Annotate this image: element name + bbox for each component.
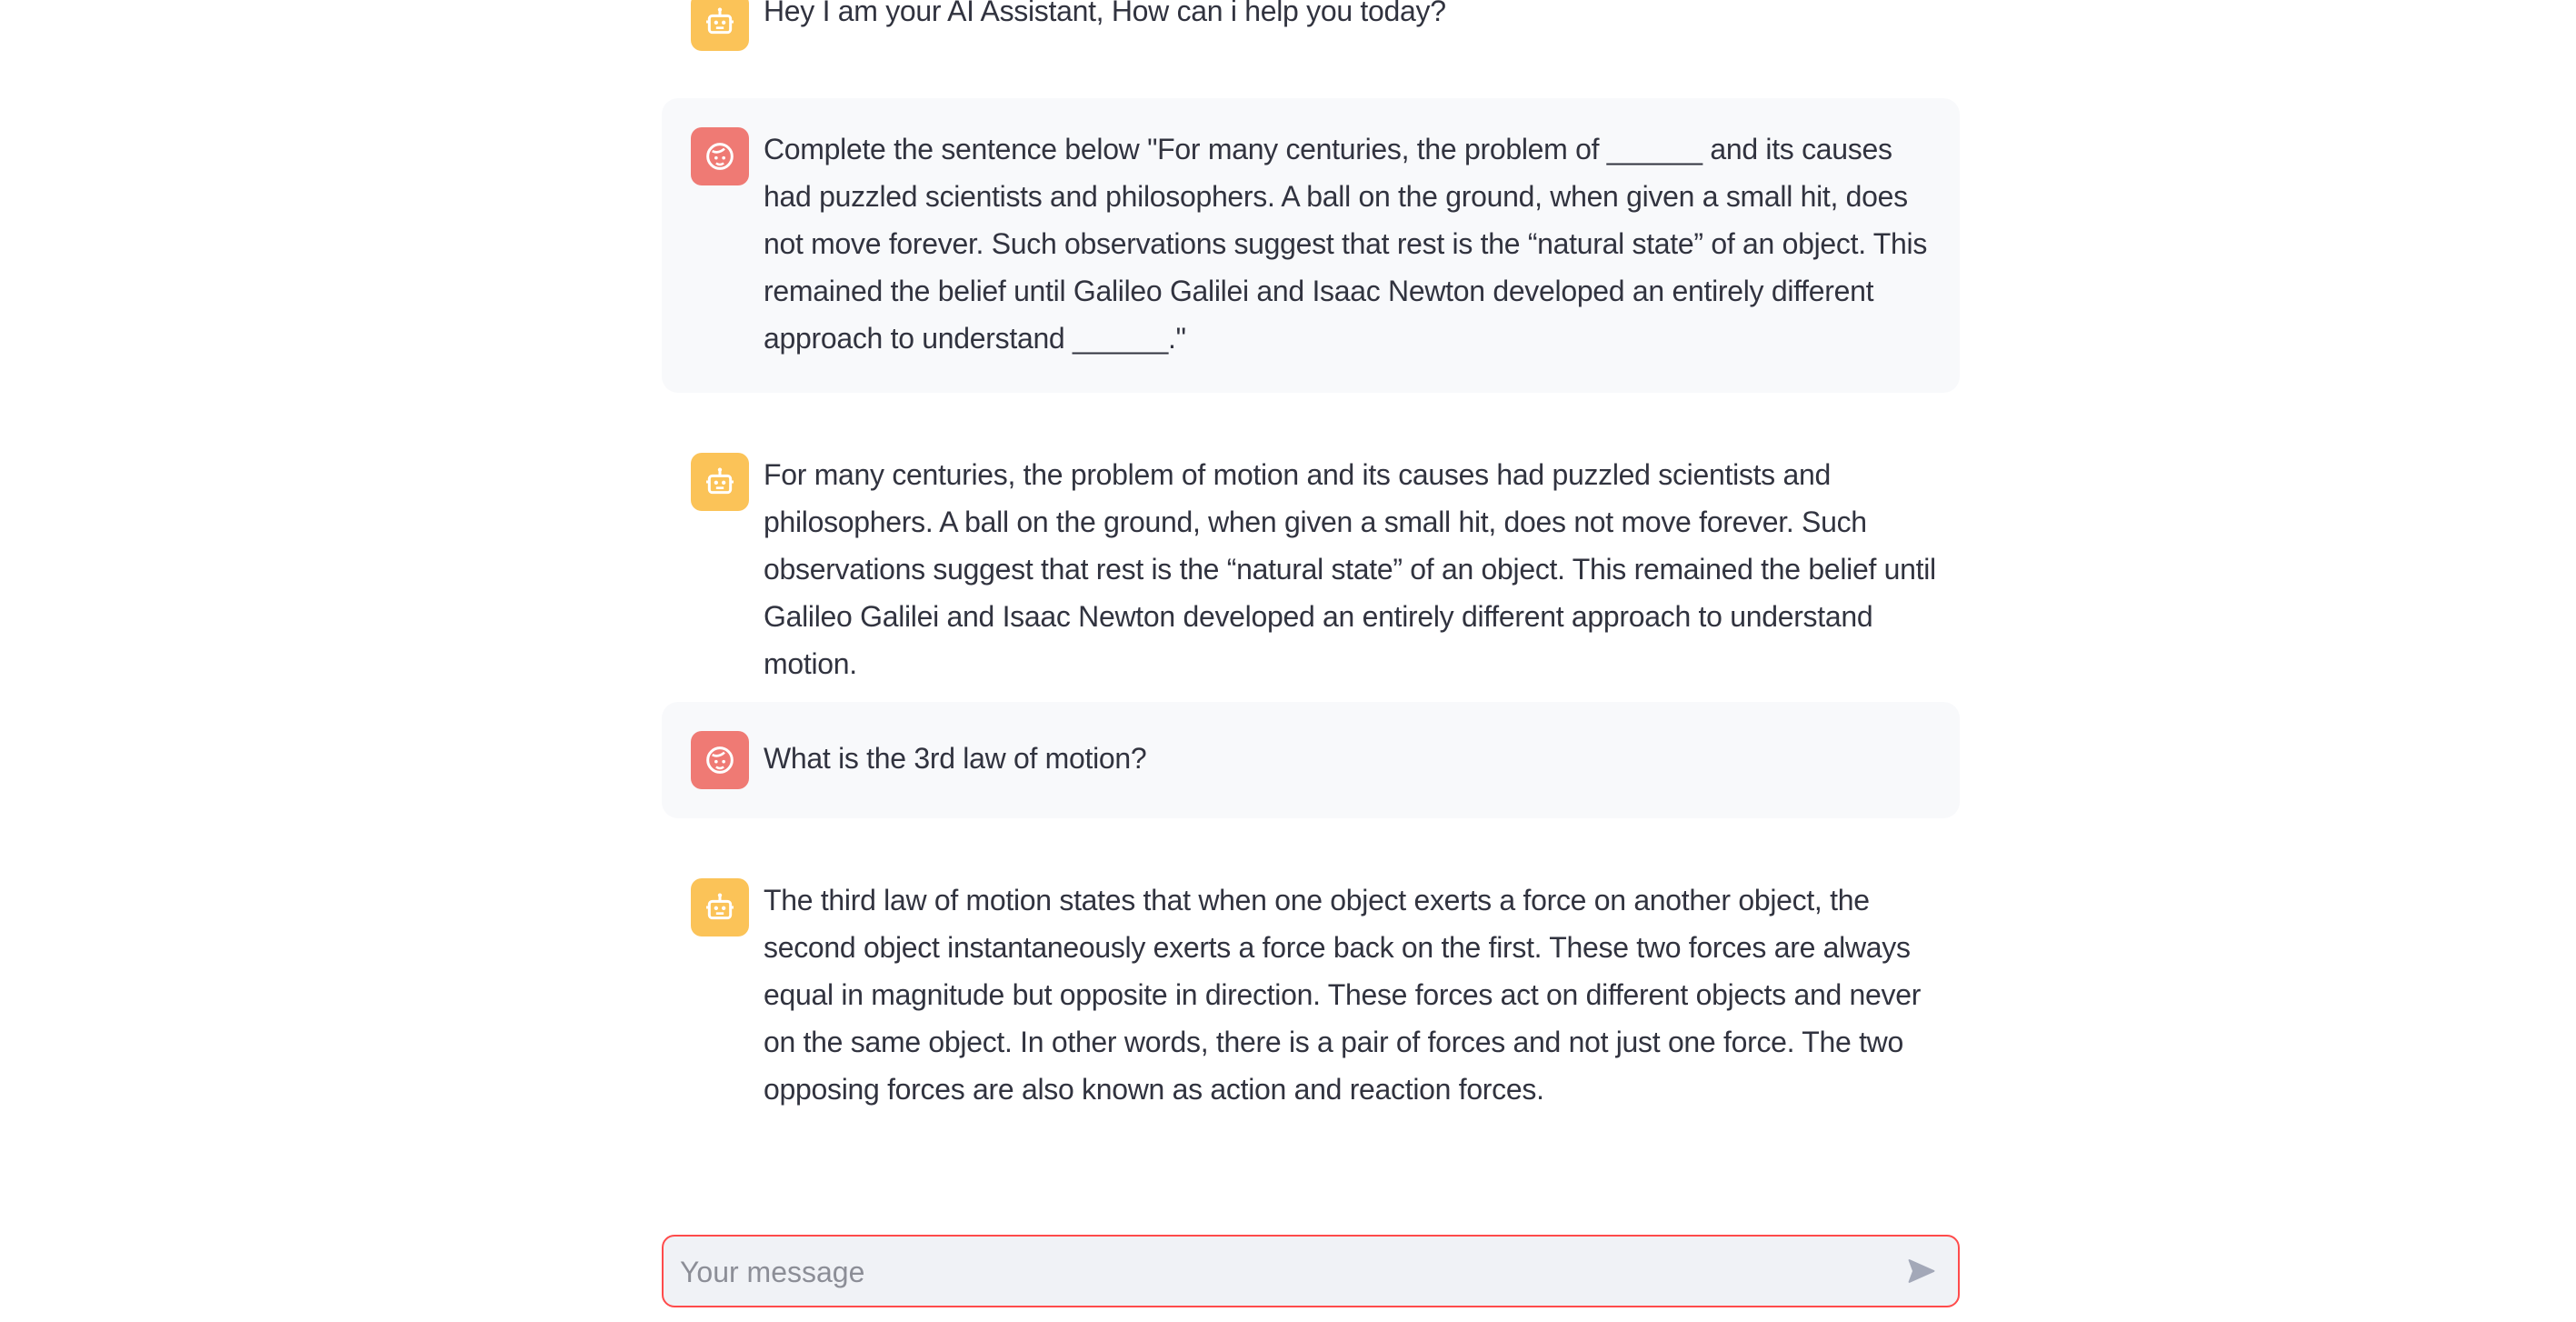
send-icon bbox=[1903, 1255, 1940, 1287]
robot-icon bbox=[691, 453, 749, 511]
robot-icon bbox=[691, 878, 749, 936]
chat-input-container bbox=[662, 1235, 1960, 1307]
message-input[interactable] bbox=[678, 1237, 1882, 1307]
chat-message-user bbox=[662, 702, 1960, 818]
message-text: The third law of motion states that when one object exerts a force on another object, the second object instantaneously exerts a force back on the first. These two forces are always equal in magnitude but opposite in direction. These forces act on different objects and never on the same object. In other words, there is a pair of forces and not just one force. The two opposing forces are also known as action and reaction forces. bbox=[764, 884, 1922, 1106]
message-text: What is the 3rd law of motion? bbox=[764, 742, 1147, 775]
chat-message-assistant bbox=[662, 0, 1960, 65]
message-text: For many centuries, the problem of motion and its causes had puzzled scientists and philosophers. A ball on the ground, when given a small hit, does not move forever. Such observations suggest that rest is the “natural state” of an object. This remained the belief until Galileo Galilei and Isaac Newton developed an entirely different approach to understand motion. bbox=[764, 458, 1936, 680]
face-icon bbox=[691, 127, 749, 185]
face-icon bbox=[691, 731, 749, 789]
chat-message-assistant bbox=[662, 849, 1960, 1122]
chat-message-user bbox=[662, 98, 1960, 393]
send-button[interactable] bbox=[1902, 1253, 1942, 1289]
message-text: Complete the sentence below "For many centuries, the problem of ______ and its causes had puzzled scientists and philosophers. A ball on the ground, when given a small hit, does not move forever. Such observations suggest that rest is the “natural state” of an object. This remained the belief until Galileo Galilei and Isaac Newton developed an entirely different approach to understand ______." bbox=[764, 133, 1928, 355]
message-text: Hey I am your AI Assistant, How can i help you today? bbox=[764, 0, 1446, 27]
robot-icon bbox=[691, 0, 749, 51]
chat-message-assistant bbox=[662, 424, 1960, 680]
